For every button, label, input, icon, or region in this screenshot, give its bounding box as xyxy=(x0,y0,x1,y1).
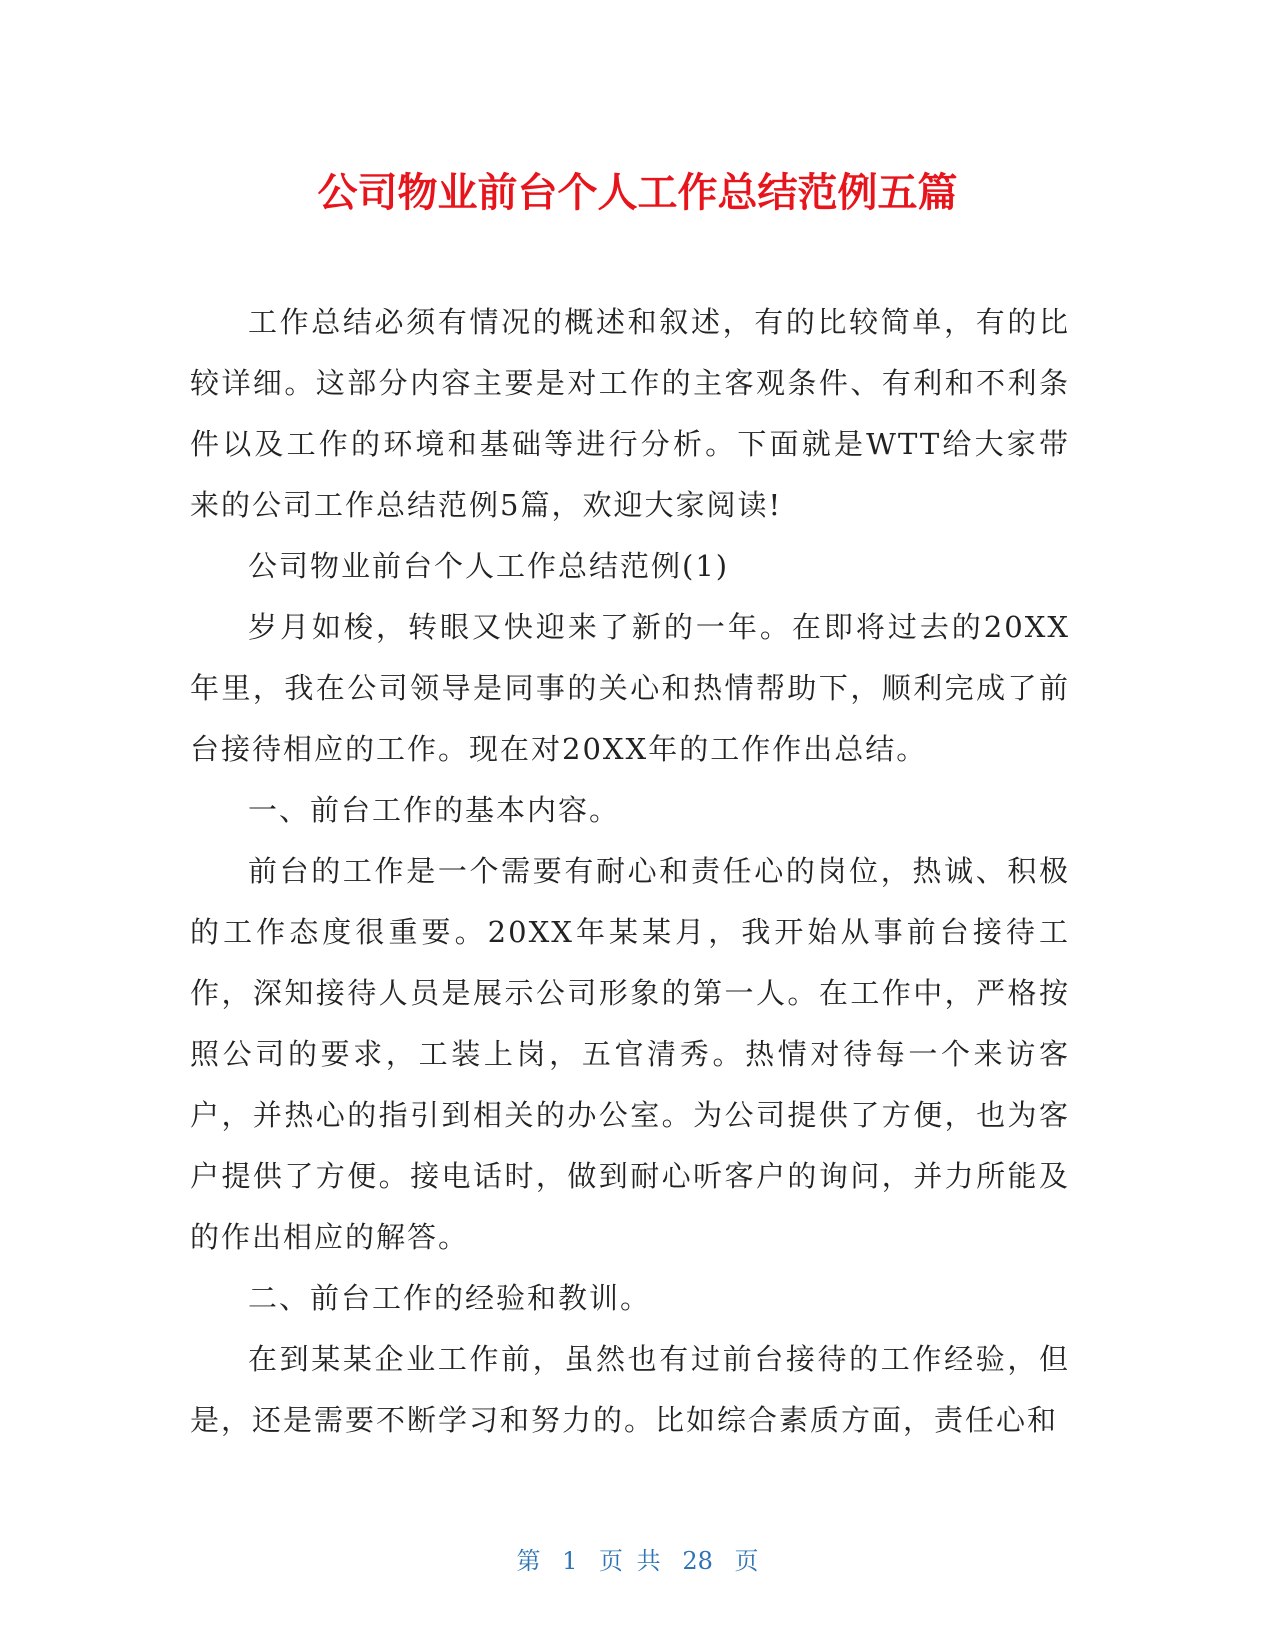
footer-suffix: 页 xyxy=(734,1547,759,1575)
footer-total-pages: 28 xyxy=(682,1547,713,1575)
section-heading-basic-content: 一、前台工作的基本内容。 xyxy=(248,793,621,827)
footer-prefix: 第 xyxy=(516,1547,541,1575)
page-number-footer xyxy=(0,1545,1275,1577)
section-heading-experience: 二、前台工作的经验和教训。 xyxy=(248,1281,652,1315)
document-title: 公司物业前台个人工作总结范例五篇 xyxy=(317,170,958,216)
paragraph-basic-content: 前台的工作是一个需要有耐心和责任心的岗位，热诚、积极的工作态度很重要。20XX年某某月，我开始从事前台接待工作，深知接待人员是展示公司形象的第一人。在工作中，严格按照公司的要求，工装上岗，五官清秀。热情对待每一个来访客户，并热心的指引到相关的办公室。为公司提供了方便，也为客户提供了方便。接电话时，做到耐心听客户的询问，并力所能及的作出相应的解答。 xyxy=(190,854,1070,1254)
paragraph-intro: 工作总结必须有情况的概述和叙述，有的比较简单，有的比较详细。这部分内容主要是对工作的主客观条件、有利和不利条件以及工作的环境和基础等进行分析。下面就是WTT给大家带来的公司工作总结范例5篇，欢迎大家阅读! xyxy=(190,305,1070,522)
footer-middle: 页 共 xyxy=(599,1547,661,1575)
document-body xyxy=(190,292,1070,1451)
section-heading-example-1: 公司物业前台个人工作总结范例(1) xyxy=(248,549,730,583)
paragraph-opening: 岁月如梭，转眼又快迎来了新的一年。在即将过去的20XX年里，我在公司领导是同事的关心和热情帮助下，顺利完成了前台接待相应的工作。现在对20XX年的工作作出总结。 xyxy=(190,610,1070,766)
footer-current-page: 1 xyxy=(562,1547,578,1575)
paragraph-experience: 在到某某企业工作前，虽然也有过前台接待的工作经验，但是，还是需要不断学习和努力的。比如综合素质方面，责任心和 xyxy=(190,1342,1070,1437)
